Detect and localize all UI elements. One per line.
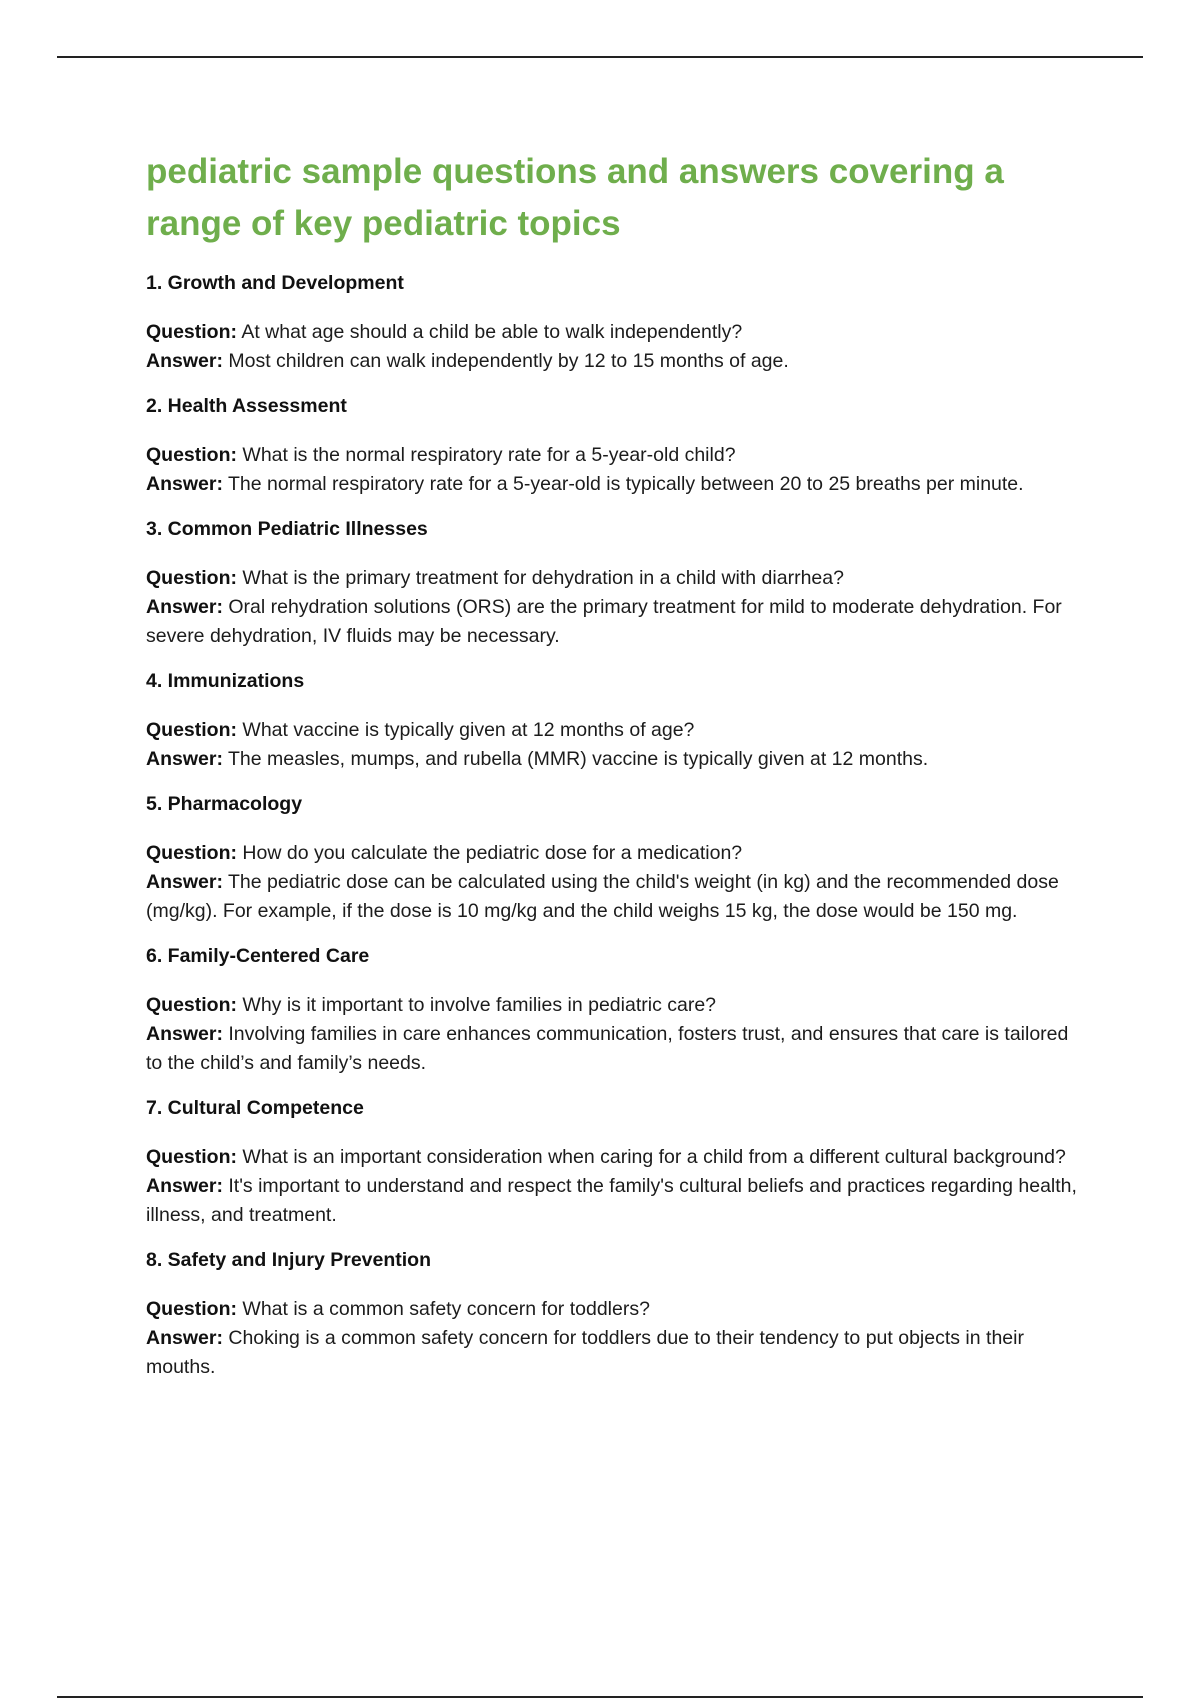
section-health-assessment — [146, 393, 1086, 499]
answer-label: Answer: — [146, 1175, 223, 1197]
answer-line — [146, 347, 1086, 376]
section-heading: 4. Immunizations — [146, 670, 305, 692]
answer-label: Answer: — [146, 1327, 223, 1349]
question-text: What is the primary treatment for dehydration in a child with diarrhea? — [242, 567, 844, 589]
answer-line — [146, 1020, 1086, 1078]
section-cultural-competence — [146, 1095, 1086, 1230]
section-common-illnesses — [146, 516, 1086, 651]
section-pharmacology — [146, 791, 1086, 926]
answer-label: Answer: — [146, 596, 223, 618]
answer-label: Answer: — [146, 350, 223, 372]
question-text: What is an important consideration when caring for a child from a different cultural background? — [242, 1146, 1066, 1168]
question-text: How do you calculate the pediatric dose for a medication? — [242, 842, 743, 864]
answer-label: Answer: — [146, 871, 223, 893]
question-label: Question: — [146, 567, 237, 589]
answer-line — [146, 1324, 1086, 1382]
question-line — [146, 318, 1086, 347]
section-heading: 5. Pharmacology — [146, 793, 303, 815]
answer-line — [146, 868, 1086, 926]
answer-label: Answer: — [146, 748, 223, 770]
answer-line — [146, 745, 1086, 774]
document-body — [146, 146, 1086, 1399]
top-rule — [57, 56, 1143, 58]
answer-line — [146, 470, 1086, 499]
question-text: At what age should a child be able to walk independently? — [241, 321, 743, 343]
document-title: pediatric sample questions and answers covering a range of key pediatric topics — [146, 152, 1004, 243]
question-line — [146, 1143, 1086, 1172]
section-immunizations — [146, 668, 1086, 774]
question-line — [146, 839, 1086, 868]
question-text: Why is it important to involve families in pediatric care? — [242, 994, 717, 1016]
answer-text: Oral rehydration solutions (ORS) are the primary treatment for mild to moderate dehydration. For severe dehydration, IV fluids may be necessary. — [146, 596, 1062, 647]
question-label: Question: — [146, 994, 237, 1016]
question-line — [146, 1295, 1086, 1324]
answer-text: It's important to understand and respect the family's cultural beliefs and practices regarding health, illness, and treatment. — [146, 1175, 1077, 1226]
question-label: Question: — [146, 444, 237, 466]
section-family-centered-care — [146, 943, 1086, 1078]
section-heading: 3. Common Pediatric Illnesses — [146, 518, 428, 540]
bottom-rule — [57, 1696, 1143, 1698]
section-heading: 6. Family-Centered Care — [146, 945, 370, 967]
answer-text: Involving families in care enhances communication, fosters trust, and ensures that care is tailored to the child’s and family’s needs. — [146, 1023, 1069, 1074]
section-heading: 7. Cultural Competence — [146, 1097, 364, 1119]
question-label: Question: — [146, 842, 237, 864]
answer-text: The normal respiratory rate for a 5-year-old is typically between 20 to 25 breaths per minute. — [228, 473, 1024, 495]
question-label: Question: — [146, 321, 237, 343]
section-growth-development — [146, 270, 1086, 376]
answer-text: Choking is a common safety concern for toddlers due to their tendency to put objects in their mouths. — [146, 1327, 1024, 1378]
answer-line — [146, 593, 1086, 651]
question-text: What is the normal respiratory rate for a 5-year-old child? — [242, 444, 736, 466]
answer-label: Answer: — [146, 473, 223, 495]
answer-text: The measles, mumps, and rubella (MMR) vaccine is typically given at 12 months. — [228, 748, 929, 770]
question-label: Question: — [146, 719, 237, 741]
section-heading: 8. Safety and Injury Prevention — [146, 1249, 431, 1271]
question-text: What vaccine is typically given at 12 months of age? — [242, 719, 695, 741]
question-label: Question: — [146, 1146, 237, 1168]
section-safety-injury-prevention — [146, 1247, 1086, 1382]
section-heading: 1. Growth and Development — [146, 272, 404, 294]
question-label: Question: — [146, 1298, 237, 1320]
question-line — [146, 564, 1086, 593]
answer-text: The pediatric dose can be calculated using the child's weight (in kg) and the recommended dose (mg/kg). For example, if the dose is 10 mg/kg and the child weighs 15 kg, the dose would be 150 mg. — [146, 871, 1059, 922]
question-line — [146, 716, 1086, 745]
section-heading: 2. Health Assessment — [146, 395, 347, 417]
answer-text: Most children can walk independently by 12 to 15 months of age. — [228, 350, 789, 372]
answer-line — [146, 1172, 1086, 1230]
question-line — [146, 441, 1086, 470]
answer-label: Answer: — [146, 1023, 223, 1045]
question-text: What is a common safety concern for toddlers? — [242, 1298, 650, 1320]
question-line — [146, 991, 1086, 1020]
